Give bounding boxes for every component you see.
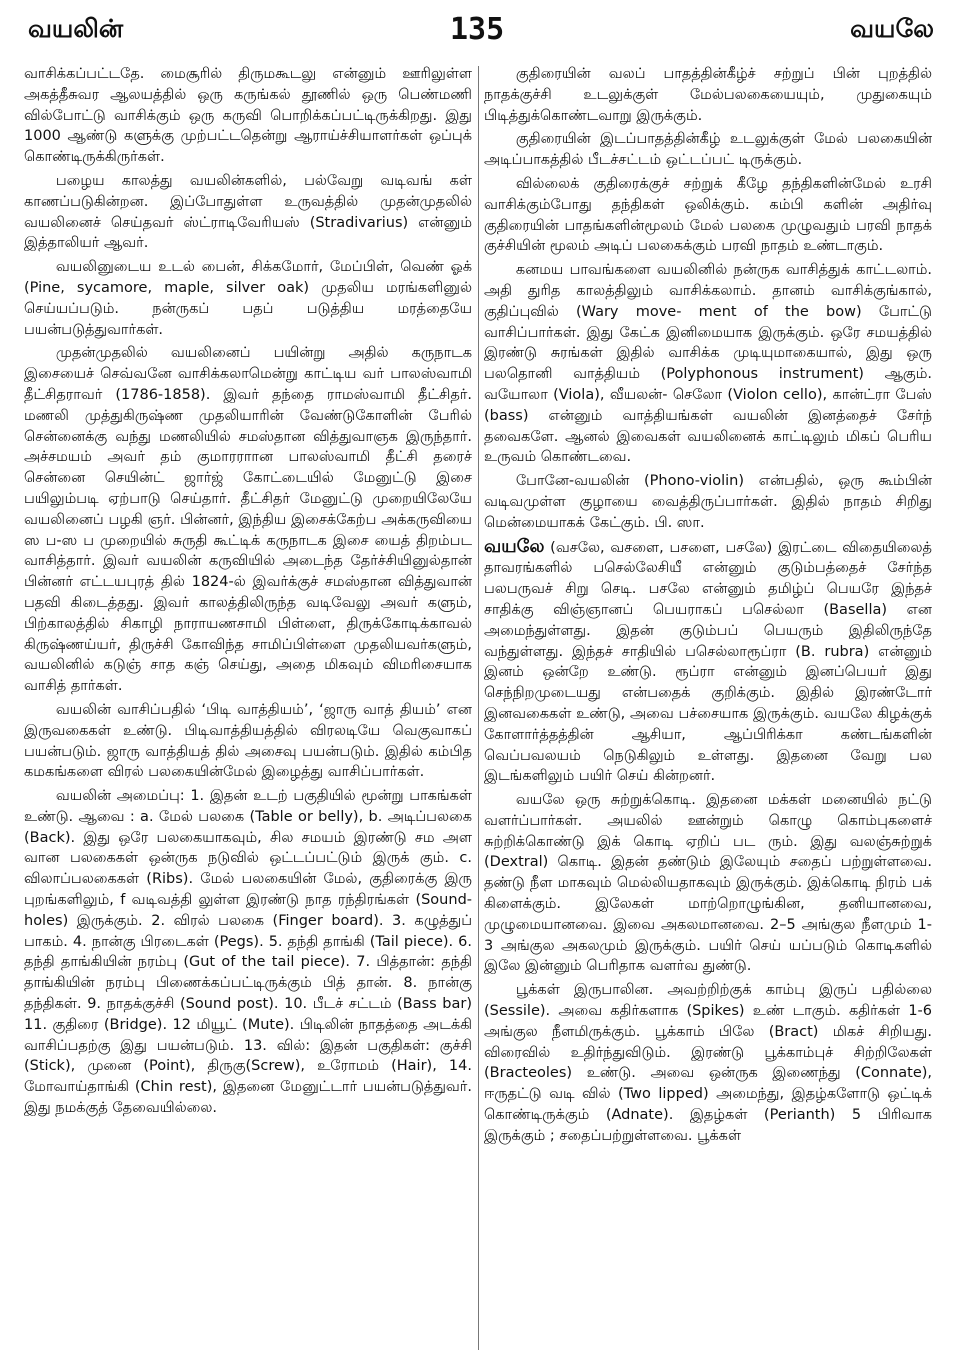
paragraph: பழைய காலத்து வயலின்களில், பல்வேறு வடிவங் கள் காணப்படுகின்றன. இப்போதுள்ள உருவத்தில் முதன்முதலில் வயலினைச் செய்தவர் ஸ்ட்ராடிவேரியஸ் (Stradivarius) என்னும் இத்தாலியர் ஆவர். [24, 172, 472, 252]
left-column [24, 64, 472, 1350]
entry-headword: வயலே [484, 535, 545, 557]
column-divider [478, 66, 479, 1350]
paragraph: கனமய பாவங்களை வயலினில் நன்ருக வாசித்துக் காட்டலாம். அதி துரித காலத்திலும் வாசிக்கலாம். தானம் வாசிக்குங்கால், குதிப்புவில் (Wary move- ment of the bow) போட்டு வாசிப்பார்கள். இது கேட்க இனிமையாக இருக்கும். ஒரே சமயத்தில் இரண்டு சுரங்கள் இதில் வாசிக்க முடியுமாகையால், இது ஒரு பலதொனி வாத்தியம் (Polyphonous instrument) ஆகும். வயோலா (Viola), வீயலன்- செலோ (Violon cello), கான்ட்ரா பேஸ் (bass) என்னும் வாத்தியங்கள் வயலின் இனத்தைச் சேர்ந் தவைகளே. ஆனல் இவைகள் வயலினைக் காட்டிலும் மிகப் பெரிய உருவம் கொண்டவை. [484, 262, 932, 466]
page-header [0, 0, 960, 62]
paragraph: வயலின் அமைப்பு: 1. இதன் உடற் பகுதியில் மூன்று பாகங்கள் உண்டு. ஆவை : a. மேல் பலகை (Table or belly), b. அடிப்பலகை (Back). இது ஒரே பலகையாகவும், சில சமயம் இரண்டு சம அள வான பலகைகள் ஒன்ருக நடுவில் ஒட்டப்பட்டும் இருக் கும். c. விலாப்பலகைகள் (Ribs). மேல் பலகையின் மேல், குதிரைக்கு இரு புறங்களிலும், f வடிவத்தி லுள்ள இரண்டு நாத ரந்திரங்கள் (Sound-holes) இருக்கும். 2. விரல் பலகை (Finger board). 3. கழுத்துப் பாகம். 4. நான்கு பிரடைகள் (Pegs). 5. தந்தி தாங்கி (Tail piece). 6. தந்தி தாங்கியின் நரம்பு (Gut of the tail piece). 7. பித்தான்: தந்தி தாங்கியின் நரம்பு பிணைக்கப்பட்டிருக்கும் பித் தான். 8. நான்கு தந்திகள். 9. நாதக்குச்சி (Sound post). 10. பீடச் சட்டம் (Bass bar) 11. குதிரை (Bridge). 12 மியூட் (Mute). பிடிலின் நாதத்தை அடக்கி வாசிப்பதற்கு இது பயன்படும். 13. வில்: இதன் பகுதிகள்: குச்சி (Stick), முனை (Point), திருகு(Screw), உரோமம் (Hair), 14. மோவாய்தாங்கி (Chin rest), இதனை மேனுட்டார் பயன்படுத்துவர். இது நமக்குத் தேவையில்லை. [24, 788, 472, 1117]
paragraph: குதிரையின் வலப் பாதத்தின்கீழ்ச் சற்றுப் பின் புறத்தில் நாதக்குச்சி உடலுக்குள் மேல்பலகையையும், முதுகையும் பிடித்துக்கொண்டவாறு இருக்கும். [484, 66, 932, 124]
paragraph: வயலினுடைய உடல் பைன், சிக்கமோர், மேப்பிள், வெண் ஓக் (Pine, sycamore, maple, silver oak) முதலிய மரங்களினுல் செய்யப்படும். நன்ருகப் பதப் படுத்திய மரத்தையே பயன்படுத்துவார்கள். [24, 259, 472, 338]
right-column [484, 64, 932, 1350]
paragraph: குதிரையின் இடப்பாதத்தின்கீழ் உடலுக்குள் மேல் பலகையின் அடிப்பாகத்தில் பீடச்சட்டம் ஒட்டப்பட் டிருக்கும். [484, 131, 932, 169]
page-number: 135 [450, 12, 505, 47]
paragraph: வில்லைக் குதிரைக்குச் சற்றுக் கீழே தந்திகளின்மேல் உரசி வாசிக்கும்போது தந்திகள் ஒலிக்கும். கம்பி களின் அதிர்வு குதிரையின் பாதங்களின்மூலம் மேல் பலகை முழுவதும் பரவி நாதக் குச்சியின் மூலம் அடிப் பலகைக்கும் பரவி நாதம் உண்டாகும். [484, 175, 932, 255]
paragraph: வயலே ஒரு சுற்றுக்கொடி. இதனை மக்கள் மனையில் நட்டு வளர்ப்பார்கள். அயலில் ஊன்றும் கொழு கொம்புகளைச் சுற்றிக்கொண்டு இக் கொடி ஏறிப் பட ரும். இது வலஞ்சுற்றுக் (Dextral) கொடி. இதன் தண்டும் இலேயும் சதைப் பற்றுள்ளவை. தண்டு நீள மாகவும் மெல்லியதாகவும் இருக்கும். இக்கொடி நிரம் பக் கிளைக்கும். இலேகள் மாற்றொழுங்கின, தனியானவை, முழுமையானவை. இவை அகலமானவை. 2–5 அங்குல நீளமும் 1-3 அங்குல அகலமும் இருக்கும். பயிர் செய் யப்படும் கொடிகளில் இலே இன்னும் பெரிதாக வளர்வ துண்டு. [484, 792, 932, 975]
paragraph: பூக்கள் இருபாலின. அவற்றிற்குக் காம்பு இருப் பதில்லை (Sessile). அவை கதிர்களாக (Spikes) உண் டாகும். கதிர்கள் 1-6 அங்குல நீளமிருக்கும். பூக்காம் பிலே (Bract) மிகச் சிறியது. விரைவில் உதிர்ந்துவிடும். இரண்டு பூக்காம்புச் சிற்றிலேகள் (Bracteoles) உண்டு. அவை ஒன்ருக இணைந்து (Connate), ஈருதட்டு வடி வில் (Two lipped) அமைந்து, இதழ்களோடு ஒட்டிக் கொண்டிருக்கும் (Adnate). இதழ்கள் (Perianth) 5 பிரிவாக இருக்கும் ; சதைப்பற்றுள்ளவை. பூக்கள் [484, 982, 932, 1144]
paragraph: வாசிக்கப்பட்டதே. மைசூரில் திருமகூடலு என்னும் ஊரிலுள்ள அகத்தீசுவர ஆலயத்தில் ஒரு கருங்கல் தூணில் ஒரு பெண்மணி வில்போட்டு வாசிக்கும் ஒரு கருவி பொறிக்கப்பட்டிருக்கிறது. இது 1000 ஆண்டு களுக்கு முற்பட்டதென்று ஆராய்ச்சியாளர்கள் ஒப்புக் கொண்டிருக்கிருர்கள். [24, 66, 472, 166]
dictionary-entry [484, 537, 932, 788]
paragraph: போனே-வயலின் (Phono-violin) என்பதில், ஒரு கூம்பின் வடிவமுள்ள குழாயை வைத்திருப்பார்கள். இதில் நாதம் சிறிது மென்மையாகக் கேட்கும். பி. ஸா. [484, 473, 932, 531]
entry-text: (வசலே, வசளை, பசளை, பசலே) இரட்டை விதையிலைத் தாவரங்களில் பசெல்லேசியீ என்னும் குடும்பத்தைச் சேர்ந்த பலபருவச் சிறு செடி. பசலே என்னும் தமிழ்ப் பெயரே இந்தச் சாதிக்கு விஞ்ஞானப் பெயராகப் பசெல்லா (Basella) என அமைந்துள்ளது. இதன் குடும்பப் பெயரும் இதிலிருந்தே வந்துள்ளது. இந்தச் சாதியில் பசெல்லாரூப்ரா (B. rubra) என்னும் இனம் ஒன்றே உண்டு. ரூப்ரா என்னும் இனப்பெயர் இது செந்நிறமுடையது என்பதைக் குறிக்கும். இதில் இரண்டோர் இனவகைகள் உண்டு, அவை பச்சையாக இருக்கும். வயலே கிழக்குக் கோளார்த்தத்தின் ஆசியா, ஆப்பிரிக்கா கண்டங்களின் வெப்பவலயம் நெடுகிலும் உள்ளது. இதனை வேறு பல இடங்களிலும் பயிர் செய் கின்றனர். [484, 539, 932, 785]
paragraph: வயலின் வாசிப்பதில் ‘பிடி வாத்தியம்’, ‘ஜாரு வாத் தியம்’ என இருவகைகள் உண்டு. பிடிவாத்தியத்தில் விரலடியே வெகுவாகப் பயன்படும். ஜாரு வாத்தியத் தில் அசைவு பயன்படும். இதில் கம்பித கமகங்களை விரல் பலகையின்மேல் இழைத்து வாசிப்பார்கள். [24, 701, 472, 781]
paragraph: முதன்முதலில் வயலினைப் பயின்று அதில் கருநாடக இசையைச் செவ்வனே வாசிக்கலாமென்று காட்டிய வர் பாலஸ்வாமி தீட்சிதராவர் (1786-1858). இவர் தந்தை ராமஸ்வாமி தீட்சிதர். மணலி முத்துகிருஷ்ண முதலியாரின் வேண்டுகோளின் பேரில் சென்னைக்கு வந்து மணலியில் சமஸ்தான வித்துவாஞக இருந்தார். அச்சமயம் அவர் தம் குமாரராான பாலஸ்வாமி தீட்சி தரைச் சென்னை செயின்ட் ஜார்ஜ் கோட்டையில் மேனுட்டு இசை பயிலும்படி ஏற்பாடு செய்தார். தீட்சிதர் மேனுட்டு முறையிலேயே வயலினைப் பழகி ஞர். பின்னர், இந்திய இசைக்கேற்ப அக்கருவியை ஸ ப-ஸ ப முறையில் சுருதி கூட்டிக் கருநாடக இசை யைத் திறம்பட வாசித்தார். இவர் வயலின் கருவியில் அடைந்த தேர்ச்சியினுல்தான் பின்னர் எட்டயபுரத் தில் 1824-ல் இவர்க்குச் சமஸ்தான வித்துவான் பதவி கிடைத்தது. இவர் காலத்திலிருந்த வடிவேலு அவர் களும், பிற்காலத்தில் சிகாழி நாராயணசாமி பிள்ளை, திருக்கோடிக்காவல் கிருஷ்ணய்யர், திருச்சி கோவிந்த சாமிப்பிள்ளை முதலியவர்களும், வயலினில் கடுஞ் சாத கஞ் செய்து, அதை மிகவும் விமரிசையாக வாசித் தார்கள். [24, 345, 472, 695]
header-left-guide-word: வயலின் [28, 14, 124, 43]
header-right-guide-word: வயலே [850, 14, 934, 43]
